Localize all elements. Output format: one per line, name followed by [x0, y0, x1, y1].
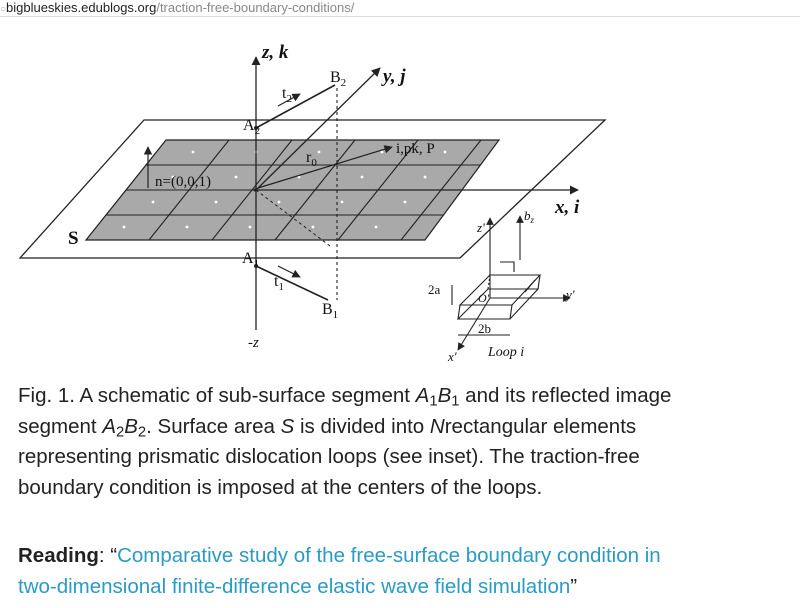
surface-label: S	[68, 228, 79, 249]
normal-label: n=(0,0,1)	[155, 174, 211, 190]
segment-A1B1	[256, 266, 328, 300]
inset-z-label: z'	[477, 220, 485, 235]
caption-line-2: segment $A_2B_2$. Surface area S is divided into Nrectangular elements	[18, 414, 637, 441]
r0-label: $r_0$	[306, 149, 317, 169]
url-path: /traction-free-boundary-conditions/	[156, 0, 355, 15]
inset-2b-label: 2b	[478, 321, 491, 336]
x-axis-label: x, i	[555, 197, 580, 218]
reading-reference	[18, 541, 798, 602]
field-point-label: i,pk, P	[396, 141, 435, 157]
caption-line-4: boundary condition is imposed at the centers of the loops.	[18, 475, 543, 499]
y-axis-label: y, j	[383, 66, 406, 87]
t2-label: $t_2$	[282, 85, 292, 105]
caption-line-3: representing prismatic dislocation loops (see inset). The traction-free	[18, 445, 640, 468]
t1-label: $t_1$	[274, 273, 284, 293]
inset-bz-label: $b_z$	[524, 208, 535, 225]
A2-label: $A_2$	[243, 117, 261, 137]
figure-caption	[18, 381, 798, 503]
neg-z-label: -z	[248, 335, 259, 351]
schematic-figure	[0, 18, 800, 370]
B1-label: $B_1$	[322, 301, 339, 321]
inset-x-label: x'	[448, 349, 457, 364]
reading-link-continued[interactable]: two-dimensional finite-difference elastic wave field simulation	[18, 574, 571, 598]
inset-origin-label: O'	[478, 291, 490, 305]
caption-line-1: Fig. 1. A schematic of sub-surface segment $A_1B_1$ and its reflected image	[18, 384, 672, 410]
A1-label: $A_1$	[242, 250, 260, 270]
inset-y-label: y'	[566, 287, 575, 302]
address-bar[interactable]	[0, 0, 800, 17]
z-axis-label: z, k	[262, 42, 289, 63]
page-info-icon[interactable]: ○	[0, 4, 7, 15]
reading-line-2: two-dimensional finite-difference elastic wave field simulation”	[18, 574, 578, 598]
inset-loop-label: Loop i	[488, 345, 525, 360]
url-host: bigblueskies.edublogs.org	[6, 0, 157, 15]
t1-vector	[278, 266, 300, 277]
B2-label: $B_2$	[330, 69, 347, 89]
reading-label: Reading	[18, 544, 99, 567]
reading-line-1: Reading: “Comparative study of the free-surface boundary condition in	[18, 544, 661, 567]
reading-link[interactable]: Comparative study of the free-surface boundary condition in	[117, 544, 661, 567]
inset-2a-label: 2a	[428, 282, 441, 297]
